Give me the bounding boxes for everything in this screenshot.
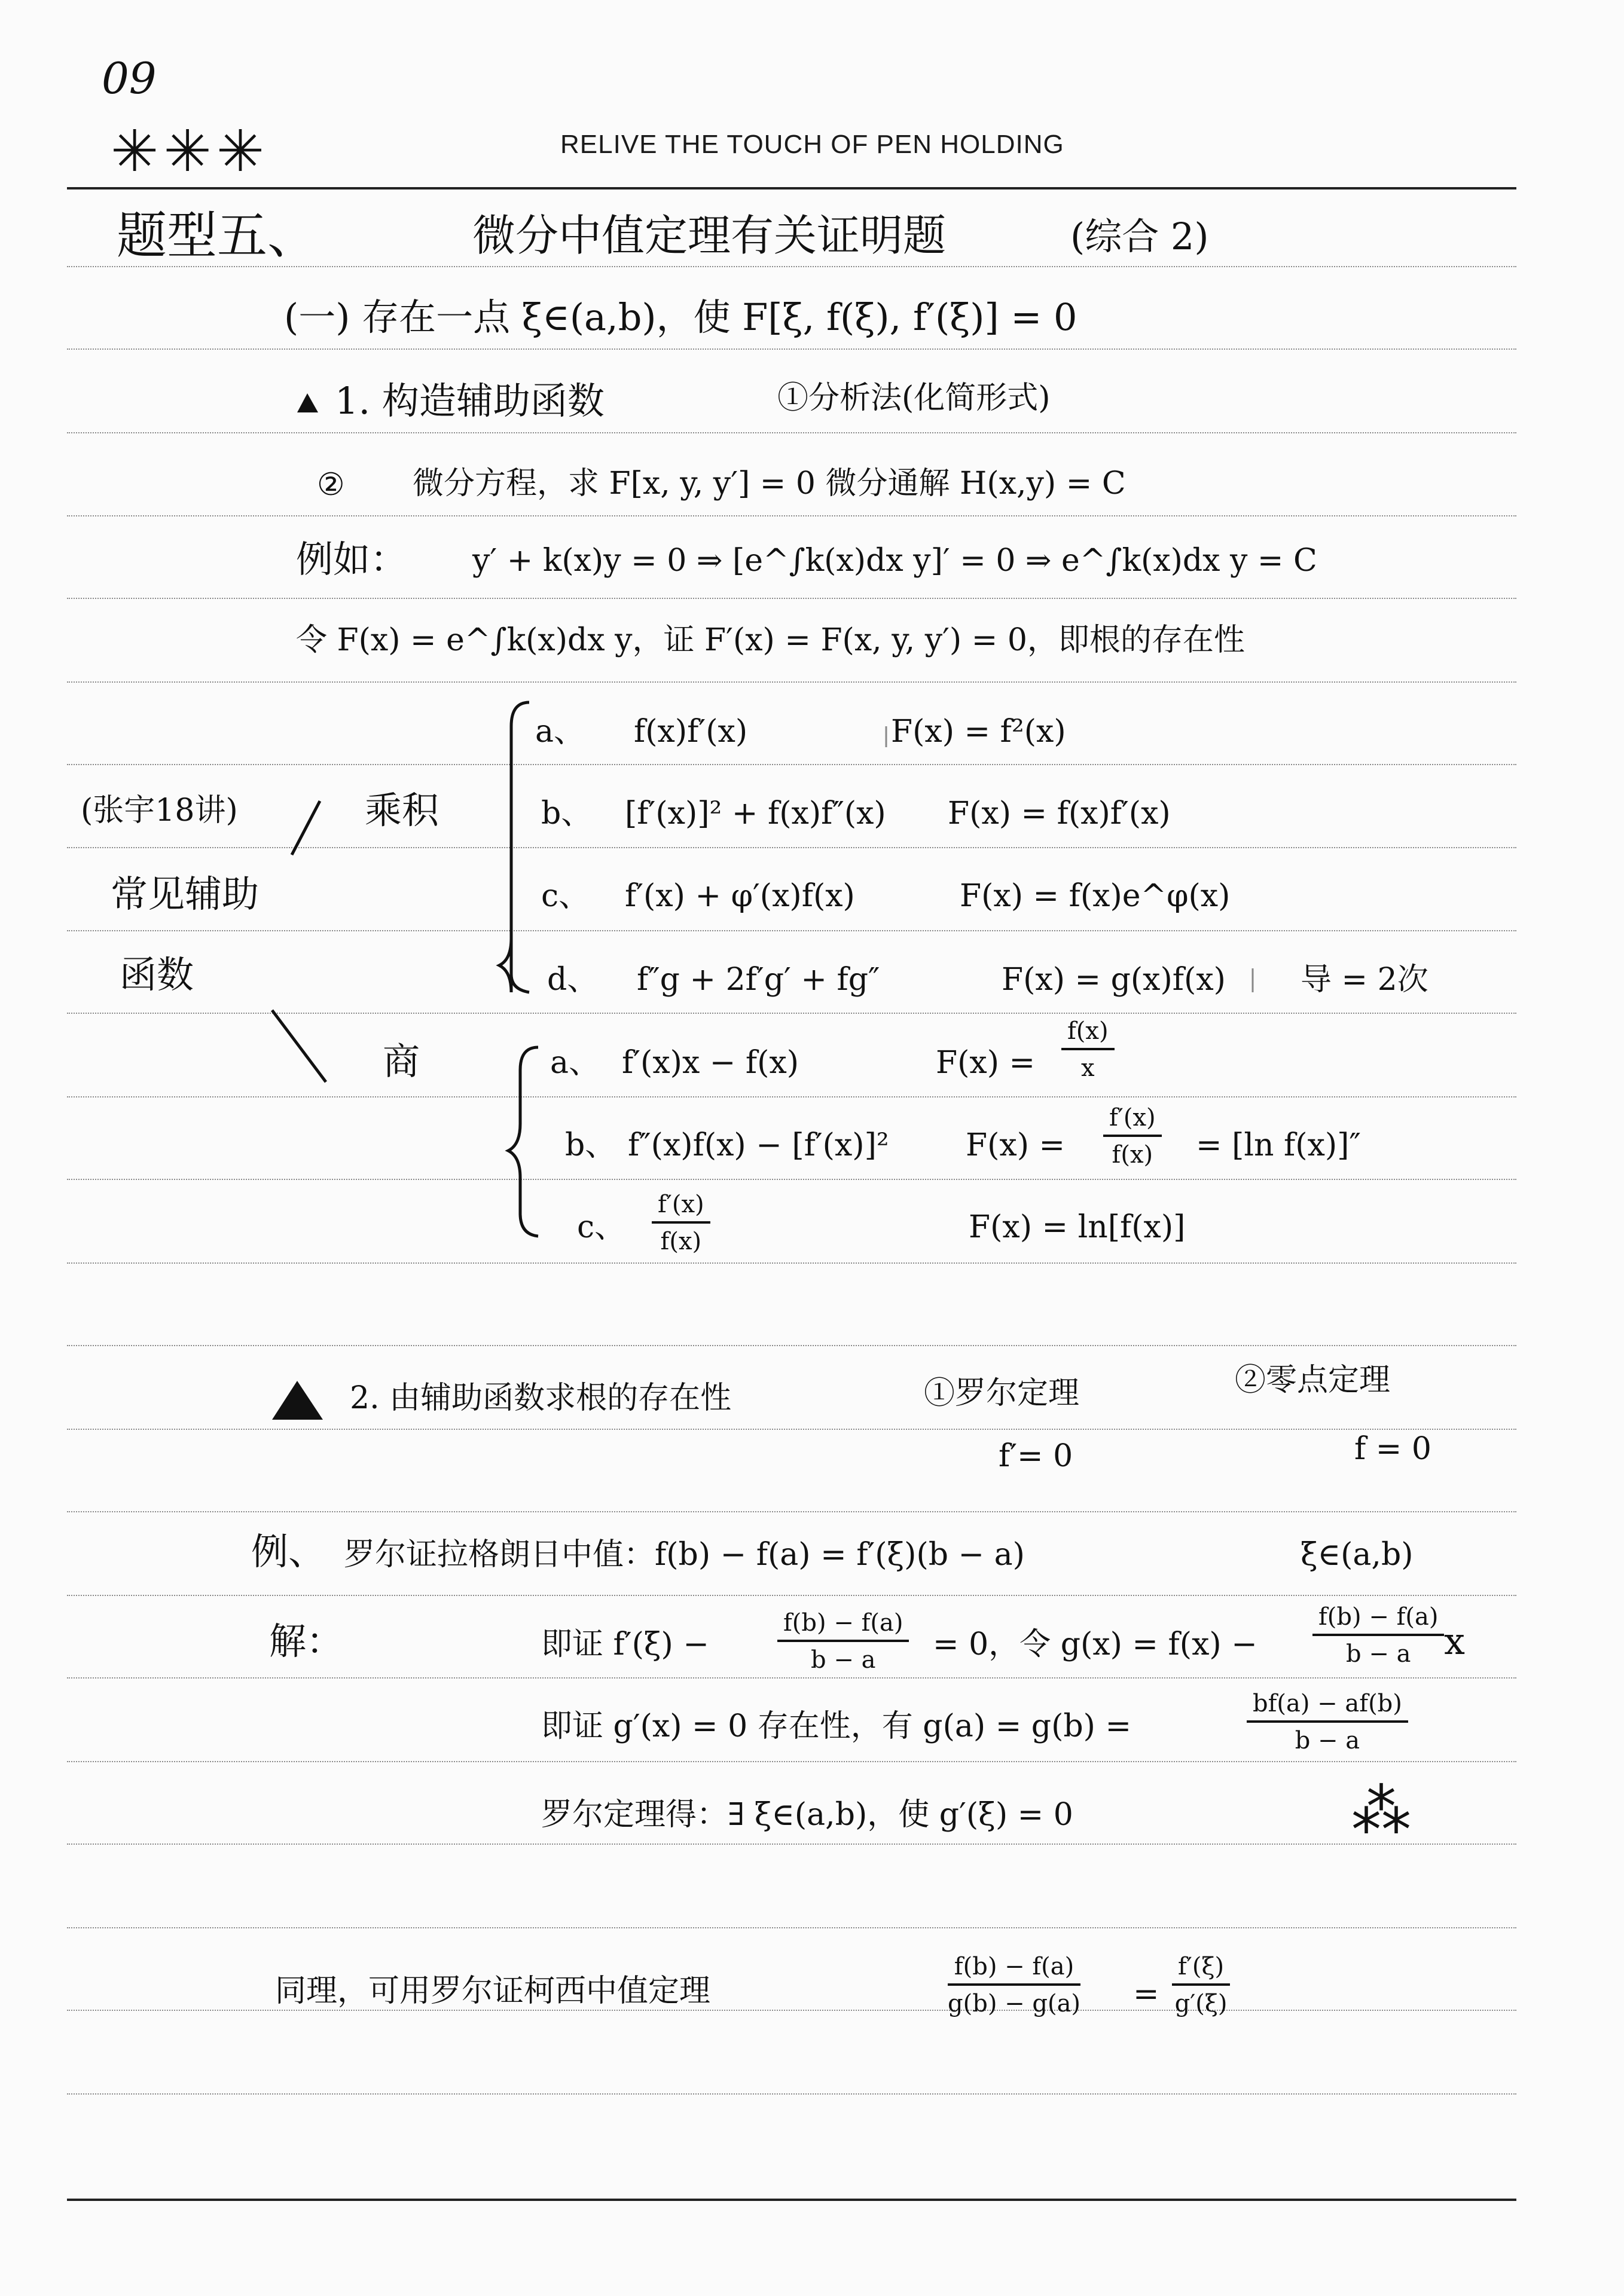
solution-line3: 罗尔定理得：∃ ξ∈(a,b)，使 g′(ξ) = 0 <box>541 1797 1073 1833</box>
stars-mark: ✳✳✳ <box>111 118 270 185</box>
quotient-label: 商 <box>383 1040 420 1083</box>
product-c-expr: f′(x) + φ′(x)f(x) <box>625 878 855 914</box>
quotient-c-denominator: f(x) <box>660 1228 702 1255</box>
page-header-slogan: RELIVE THE TOUCH OF PEN HOLDING <box>560 130 1064 159</box>
quotient-a-letter: a、 <box>550 1045 600 1081</box>
solution-line2-denominator: b − a <box>1295 1727 1360 1754</box>
quotient-a-fraction <box>1061 1019 1115 1080</box>
solution-line1-denominator: b − a <box>811 1646 876 1674</box>
step2-theorem2-condition: f = 0 <box>1354 1431 1431 1467</box>
product-c-letter: c、 <box>541 878 590 914</box>
product-a-F: F(x) = f²(x) <box>891 714 1066 750</box>
title-label: 题型五、 <box>117 206 318 265</box>
quotient-b-fraction <box>1103 1106 1162 1167</box>
title-tag: (综合 2) <box>1070 215 1209 258</box>
triangle-bullet-1 <box>297 393 318 412</box>
product-b-expr: [f′(x)]² + f(x)f″(x) <box>625 796 886 831</box>
conclusion-equals: = <box>1133 1976 1159 2012</box>
quotient-c-letter: c、 <box>577 1209 626 1245</box>
quotient-b-expr: f″(x)f(x) − [f′(x)]² <box>628 1127 889 1163</box>
quotient-b-F-lhs: F(x) = <box>966 1127 1066 1163</box>
solution-line2-a: 即证 g′(x) = 0 存在性，有 g(a) = g(b) = <box>541 1708 1132 1744</box>
product-b-F: F(x) = f(x)f′(x) <box>948 796 1171 831</box>
step1-method2-number: ② <box>317 467 345 503</box>
solution-line1-x: x <box>1444 1619 1465 1663</box>
product-c-F: F(x) = f(x)e^φ(x) <box>960 878 1231 914</box>
end-mark: ⁂ <box>1351 1776 1411 1846</box>
side-note-source: (张宇18讲) <box>81 793 238 828</box>
conclusion-rhs-denominator: g′(ξ) <box>1174 1990 1228 2017</box>
page-number: 09 <box>102 53 157 103</box>
solution-line1-a: 即证 f′(ξ) − <box>541 1627 709 1662</box>
step2-theorem1: ①罗尔定理 <box>924 1375 1080 1411</box>
product-label: 乘积 <box>365 788 439 832</box>
triangle-bullet-2 <box>272 1381 323 1420</box>
solution-line1-b: = 0，令 g(x) = f(x) − <box>933 1627 1257 1662</box>
step2-label: 2. 由辅助函数求根的存在性 <box>350 1380 732 1416</box>
solution-line2-fraction <box>1247 1692 1408 1753</box>
example-formula: y′ + k(x)y = 0 ⇒ [e^∫k(x)dx y]′ = 0 ⇒ e^∫k(x)dx y = C <box>472 543 1317 579</box>
quotient-c-numerator: f′(x) <box>652 1193 710 1224</box>
quotient-a-expr: f′(x)x − f(x) <box>622 1045 799 1081</box>
product-a-letter: a、 <box>535 714 585 750</box>
quotient-brace <box>508 1047 538 1236</box>
quotient-a-numerator: f(x) <box>1061 1019 1115 1050</box>
solution-line1-numerator2: f(b) − f(a) <box>1312 1605 1444 1636</box>
product-b-letter: b、 <box>541 796 593 831</box>
quotient-c-F: F(x) = ln[f(x)] <box>969 1209 1186 1245</box>
product-d-letter: d、 <box>547 962 599 998</box>
quotient-b-F-rhs: = [ln f(x)]″ <box>1196 1127 1361 1163</box>
quotient-b-letter: b、 <box>565 1127 616 1163</box>
example2-range: ξ∈(a,b) <box>1301 1537 1414 1573</box>
section1-heading: (一) 存在一点 ξ∈(a,b)，使 F[ξ, f(ξ), f′(ξ)] = 0 <box>284 295 1077 339</box>
example2-label: 例、 <box>251 1530 326 1573</box>
quotient-a-denominator: x <box>1081 1054 1095 1082</box>
example2-statement: 罗尔证拉格朗日中值：f(b) − f(a) = f′(ξ)(b − a) <box>344 1537 1025 1573</box>
step1-method2: 微分方程，求 F[x, y, y′] = 0 微分通解 H(x,y) = C <box>413 466 1126 502</box>
connector-line-down <box>272 1010 326 1082</box>
product-a-expr: f(x)f′(x) <box>634 714 748 750</box>
conclusion-text: 同理，可用罗尔证柯西中值定理 <box>275 1973 711 2009</box>
solution-line2-numerator: bf(a) − af(b) <box>1247 1692 1408 1723</box>
step1-method1: ①分析法(化简形式) <box>777 380 1051 416</box>
quotient-c-fraction <box>652 1193 710 1254</box>
conclusion-rhs-fraction <box>1172 1955 1230 2016</box>
solution-label: 解： <box>269 1619 344 1663</box>
quotient-b-denominator: f(x) <box>1112 1141 1153 1169</box>
side-note-title-2: 函数 <box>120 953 194 996</box>
side-note-title-1: 常见辅助 <box>111 872 260 916</box>
step2-theorem2: ②零点定理 <box>1235 1362 1391 1398</box>
conclusion-lhs-fraction <box>948 1955 1080 2016</box>
example-label: 例如： <box>296 537 408 581</box>
quotient-a-F-lhs: F(x) = <box>936 1045 1036 1081</box>
product-d-expr: f″g + 2f′g′ + fg″ <box>637 962 880 998</box>
conclusion-lhs-numerator: f(b) − f(a) <box>948 1955 1080 1986</box>
connector-line-up <box>292 801 320 855</box>
solution-line1-fraction <box>777 1611 909 1672</box>
quotient-b-numerator: f′(x) <box>1103 1106 1162 1137</box>
conclusion-rhs-numerator: f′(ξ) <box>1172 1955 1230 1986</box>
product-brace <box>499 702 529 992</box>
step2-theorem1-condition: f′= 0 <box>999 1438 1073 1474</box>
product-d-F: F(x) = g(x)f(x) <box>1002 962 1226 998</box>
solution-line1-fraction2 <box>1312 1605 1444 1666</box>
step1-label: 1. 构造辅助函数 <box>335 379 605 423</box>
product-d-note: 导 = 2次 <box>1301 962 1428 998</box>
conclusion-lhs-denominator: g(b) − g(a) <box>948 1990 1081 2017</box>
solution-line1-numerator: f(b) − f(a) <box>777 1611 909 1642</box>
solution-line1-denominator2: b − a <box>1346 1640 1411 1668</box>
example-statement: 令 F(x) = e^∫k(x)dx y，证 F′(x) = F(x, y, y′) = 0，即根的存在性 <box>296 622 1245 658</box>
page-title: 微分中值定理有关证明题 <box>472 210 947 261</box>
product-brace-lower <box>511 849 529 992</box>
